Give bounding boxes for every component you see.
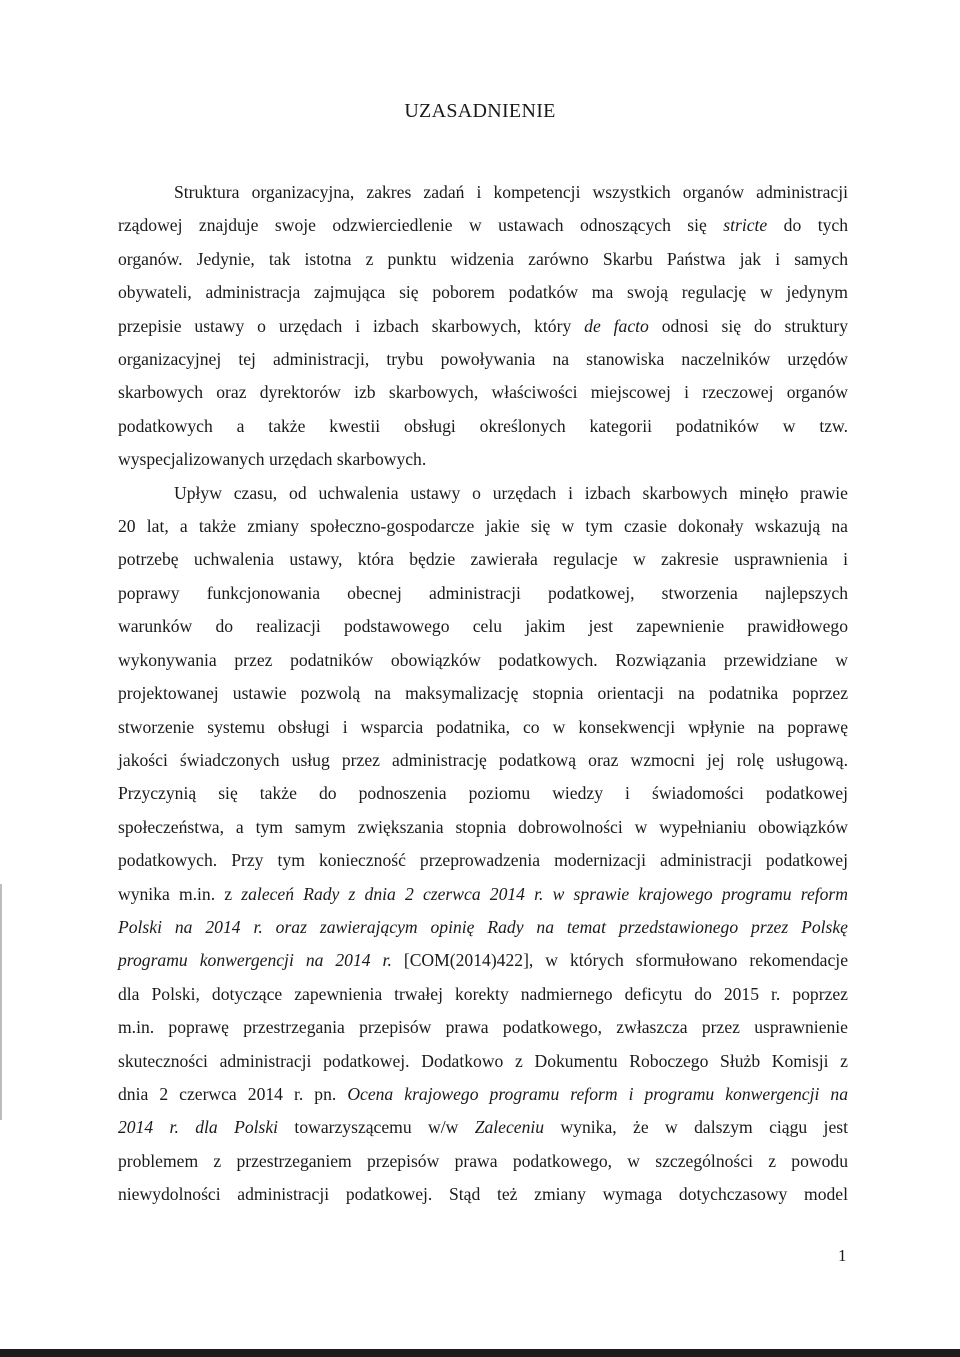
text-line: potrzebę uchwalenia ustawy, która będzie zawierała regulacje w zakresie usprawnienia i [118,549,848,570]
text-line: Upływ czasu, od uchwalenia ustawy o urzędach i izbach skarbowych minęło prawie [174,482,848,503]
document-body [118,176,848,1212]
text-line: m.in. poprawę przestrzegania przepisów prawa podatkowego, zwłaszcza przez usprawnienie [118,1017,848,1038]
text-line: skuteczności administracji podatkowej. Dodatkowo z Dokumentu Roboczego Służb Komisji z [118,1050,848,1071]
italic-citation: Polski na 2014 r. oraz zawierającym opinię Rady na temat przedstawionego przez Polskę [118,916,848,937]
text-line: podatkowych. Przy tym konieczność przeprowadzenia modernizacji administracji podatkowej [118,850,848,871]
text-line: podatkowych a także kwestii obsługi określonych kategorii podatników w tzw. [118,415,848,436]
text-line: dla Polski, dotyczące zapewnienia trwałej korekty nadmiernego deficytu do 2015 r. poprzez [118,983,848,1004]
text-line: jakości świadczonych usług przez administrację podatkową oraz wzmocni jej rolę usługową. [118,749,848,770]
text-line: niewydolności administracji podatkowej. Stąd też zmiany wymaga dotychczasowy model [118,1184,848,1205]
text-line: 2014 r. dla Polski towarzyszącemu w/w Zaleceniu wynika, że w dalszym ciągu jest [118,1117,848,1138]
text-line: poprawy funkcjonowania obecnej administracji podatkowej, stworzenia najlepszych [118,582,848,603]
italic-term: Zaleceniu [474,1117,545,1138]
text-line: warunków do realizacji podstawowego celu jakim jest zapewnienie prawidłowego [118,616,848,637]
text-line: obywateli, administracja zajmująca się poborem podatków ma swoją regulację w jedynym [118,282,848,303]
text-line: Struktura organizacyjna, zakres zadań i kompetencji wszystkich organów administracji [174,182,848,202]
italic-citation: zaleceń Rady z dnia 2 czerwca 2014 r. w sprawie krajowego programu reform [241,883,848,904]
text-line: 20 lat, a także zmiany społeczno-gospodarcze jakie się w tym czasie dokonały wskazują na [118,516,848,537]
text-line: przepisie ustawy o urzędach i izbach skarbowych, który de facto odnosi się do struktury [118,315,848,336]
text-line: projektowanej ustawie pozwolą na maksymalizację stopnia orientacji na podatnika poprzez [118,683,848,704]
text-line: skarbowych oraz dyrektorów izb skarbowych, właściwości miejscowej i rzeczowej organów [118,382,848,403]
text-line: wynika m.in. z zaleceń Rady z dnia 2 czerwca 2014 r. w sprawie krajowego programu reform [118,883,848,904]
paragraph-1 [118,176,848,477]
italic-term: stricte [723,215,768,236]
text-line: programu konwergencji na 2014 r. [COM(2014)422], w których sformułowano rekomendacje [118,950,848,971]
text-line: Przyczynią się także do podnoszenia poziomu wiedzy i świadomości podatkowej [118,783,848,804]
text-line: wykonywania przez podatników obowiązków podatkowych. Rozwiązania przewidziane w [118,649,848,670]
italic-citation: 2014 r. dla Polski [118,1117,279,1138]
scan-bottom-edge [0,1349,960,1357]
text-line: dnia 2 czerwca 2014 r. pn. Ocena krajowego programu reform i programu konwergencji na [118,1083,848,1104]
text-line: stworzenie systemu obsługi i wsparcia podatnika, co w konsekwencji wpłynie na poprawę [118,716,848,737]
italic-citation: programu konwergencji na 2014 r. [118,950,392,971]
text-line: rządowej znajduje swoje odzwierciedlenie w ustawach odnoszących się stricte do tych [118,215,848,236]
text-line: społeczeństwa, a tym samym zwiększania stopnia dobrowolności w wypełnianiu obowiązków [118,816,848,837]
text-line: organizacyjnej tej administracji, trybu powoływania na stanowiska naczelników urzędów [118,349,848,370]
italic-term: de facto [584,315,649,336]
scan-margin-mark [0,884,2,1120]
page-number: 1 [838,1246,847,1265]
text-line [118,911,848,944]
paragraph-2 [118,477,848,1212]
text-line: wyspecjalizowanych urzędach skarbowych. [118,449,427,470]
text-line: problemem z przestrzeganiem przepisów prawa podatkowego, w szczególności z powodu [118,1150,848,1171]
document-title: UZASADNIENIE [404,100,556,122]
text-line: organów. Jedynie, tak istotna z punktu widzenia zarówno Skarbu Państwa jak i samych [118,248,848,269]
italic-citation: Ocena krajowego programu reform i programu konwergencji na [347,1083,848,1104]
